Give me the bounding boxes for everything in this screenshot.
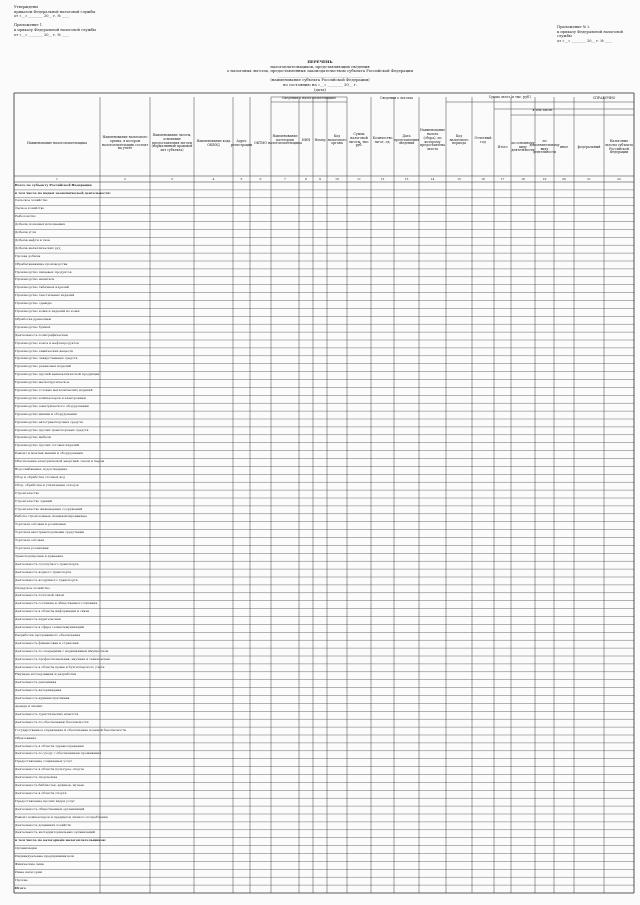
table-row-label: Деятельность в области права и бухгалтерского учета [15, 664, 105, 669]
column-header-label: ИНН [301, 137, 311, 142]
table-row-label: Итого [15, 885, 26, 890]
column-header-label: Адрес регистрации [230, 138, 253, 147]
table-row-label: Водоснабжение; водоотведение [15, 467, 68, 471]
table-row-label: Деятельность домашних хозяйств [15, 822, 71, 827]
table-row-label: Деятельность туристических агентств [15, 711, 79, 716]
column-header-label: Итого [497, 144, 508, 149]
table-row-label: Производство электрического оборудования [15, 403, 89, 408]
table-row-label: в том числе по видам экономической деятельности: [15, 190, 111, 195]
table-row-label: Торговля автотранспортными средствами [15, 530, 85, 535]
table-row-label: Сельское хозяйство [15, 198, 48, 203]
column-number: 6 [259, 177, 262, 181]
column-number: 5 [240, 177, 243, 181]
column-header [151, 113, 193, 174]
column-header [195, 113, 232, 174]
table-row-label: Деятельность по обеспечению безопасности [15, 719, 89, 724]
header-right-line: Приложение № 2 [557, 25, 590, 29]
title-line: по состоянию на «__» ________ 20__ г. [283, 81, 357, 87]
header-left-line: приказом Федеральной налоговой службы [14, 9, 96, 14]
table-row-label: Торговля оптовая и розничная [15, 522, 66, 527]
column-header [268, 107, 302, 174]
title-line: ПЕРЕЧЕНЬ [307, 59, 333, 64]
table-row-label: Деятельность административная [15, 696, 70, 701]
column-number: 8 [305, 177, 307, 181]
group-header: в том числе [532, 108, 553, 112]
column-number: 17 [500, 177, 505, 181]
header-right-block [557, 25, 637, 43]
table-row-label: Прочая добыча [15, 253, 41, 258]
header-left-line: Утверждены [14, 5, 38, 9]
table-row-label: Физические лица [15, 862, 44, 866]
column-number: 22 [617, 177, 621, 181]
data-table [14, 93, 634, 893]
table-row-label: Деятельность в области культуры, спорта [15, 767, 84, 772]
table-row-label: Обработка древесины [15, 316, 52, 321]
column-header-label: Дата представления сведений [393, 133, 420, 146]
column-header [101, 113, 149, 174]
column-number: 3 [171, 177, 173, 181]
header-left-line: от «__» ________ 20__ г. № ____ [14, 14, 70, 19]
table-row-label: Обеспечение электрической энергией, газом и паром [15, 459, 105, 464]
table-row-label: Производство прочей неметаллической продукции [15, 372, 100, 377]
table-row-label: Лесное хозяйство [15, 206, 45, 211]
column-header [314, 107, 326, 174]
column-header [15, 113, 99, 174]
table-row-label: Деятельность полиграфическая [15, 332, 68, 337]
column-number: 16 [481, 177, 485, 181]
column-header-label: Сумма налоговой льготы, тыс. руб. [348, 131, 370, 148]
table-row-label: Деятельность финансовая и страховая [15, 640, 79, 645]
column-header-label: Наименование льготы, основание предоставления льготы (нормативный правовой акт субъекта) [151, 132, 193, 153]
group-header: Сумма льгот (в тыс. руб.) [488, 95, 532, 99]
document-title [160, 60, 480, 92]
header-left-line: к приказу Федеральной налоговой службы [14, 27, 96, 32]
column-header [575, 121, 603, 174]
table-row-label: Производство металлургическое [15, 380, 70, 385]
table-row-label: Разработка программного обеспечения [15, 632, 81, 637]
column-header-label: Код налогового периода [449, 133, 469, 146]
table-row-label: Производство компьютеров и электроники [15, 395, 86, 400]
table-row-label: Складское хозяйство [15, 585, 50, 590]
table-row-label: Деятельность рекламная [15, 680, 57, 685]
column-header [328, 107, 346, 174]
table-row-label: Производство пищевых продуктов [15, 269, 72, 274]
column-header [420, 107, 445, 174]
column-header-label: Наименование категории налогоплательщика [268, 133, 302, 146]
header-left-line: от «__» ________ 20__ г. № ____ [14, 32, 70, 37]
table-row-label: Добыча полезных ископаемых [15, 222, 66, 227]
header-left-line: Приложение 1 [14, 23, 43, 28]
table-row-label: Деятельность общественных организаций [15, 806, 85, 811]
table-row-label: Производство прочих транспортных средств [15, 427, 89, 432]
table-row-label: Деятельность ветеринарная [15, 688, 62, 693]
column-header-label: иное [559, 144, 569, 149]
table-row-label: Производство лекарственных средств [15, 356, 78, 361]
column-header-label: Отчетный год [474, 135, 492, 144]
table-row-label: Торговля розничная [15, 546, 49, 550]
column-header-label: ОКТМО [253, 140, 268, 145]
table-row-label: Деятельность в сфере телекоммуникаций [15, 625, 84, 629]
table-row-label: Работы строительные специализированные [15, 514, 87, 519]
column-number: 4 [212, 177, 215, 181]
table-row-label: Сбор и обработка сточных вод [15, 474, 65, 479]
table-row-label: Производство готовых металлических изделий [15, 388, 93, 392]
table-row-label: Деятельность по операциям с недвижимым имуществом [15, 648, 109, 653]
column-header [300, 107, 312, 174]
column-header-label: Код налогового органа [327, 133, 347, 146]
title-line: _____________________________________________ [277, 72, 363, 78]
column-number: 2 [124, 177, 126, 181]
column-number: 13 [404, 177, 409, 181]
table-row-label: Государственное управление и обеспечение военной безопасности [15, 727, 127, 732]
column-header-label: Наименование налога (сбора), по которому предоставлена льгота [419, 127, 446, 152]
column-number: 19 [542, 177, 547, 181]
table-row-label: Добыча угля [15, 230, 36, 234]
table-row-label: Образование [15, 735, 37, 740]
column-number: 15 [457, 177, 461, 181]
table-row-label: Научные исследования и разработки [15, 672, 77, 677]
column-number: 14 [430, 177, 435, 181]
table-row-label: Строительство инженерных сооружений [15, 506, 83, 511]
table-row-label: Обрабатывающие производства [15, 261, 68, 266]
table-row-label: Производство бумаги [15, 324, 51, 329]
column-header [230, 113, 253, 174]
column-header [447, 107, 471, 174]
table-row-label: Производство автотранспортных средств [15, 419, 83, 424]
table-row-label: Добыча нефти и газа [15, 237, 50, 242]
table-row-label: Деятельность профессиональная, научная и техническая [15, 656, 110, 661]
column-number: 21 [587, 177, 591, 181]
column-number: 10 [335, 177, 339, 181]
header-right-line: от «__» ________ 20__ г. № ____ [557, 38, 613, 43]
title-line: о налоговых льготах, предоставленных законодательством субъекта Российской Федерации [226, 68, 414, 74]
title-line: налогоплательщиков, представляющих сведения [270, 63, 370, 69]
group-header: СПРАВОЧНО [592, 96, 616, 100]
table-row-label: Прочие [15, 877, 28, 882]
column-number: 7 [284, 177, 286, 181]
table-row-label: Предоставление прочих видов услуг [15, 798, 76, 803]
column-header-label: федеральный [577, 144, 601, 149]
table-row-label: Производство текстильных изделий [15, 293, 75, 298]
column-header [348, 107, 370, 174]
column-header [495, 121, 510, 174]
table-row-label: Строительство зданий [15, 498, 52, 503]
column-header-label: Номер [314, 137, 326, 142]
table-row-label: Торговля оптовая [15, 538, 45, 543]
table-row-label: Сбор, обработка и утилизация отходов [15, 482, 79, 487]
column-header-label: по основному виду деятельности [511, 140, 535, 153]
table-row-label: Деятельность экстерриториальных организаций [15, 830, 95, 835]
title-line: (дата) [314, 86, 326, 92]
group-header: Сведения о налогоплательщике [281, 96, 337, 100]
table-row-label: Всего по субъекту Российской Федерации [15, 182, 92, 187]
table-row-label: Транспортировка и хранение [15, 553, 64, 558]
table-row-label: Ремонт и монтаж машин и оборудования [15, 451, 83, 456]
table-row-label: Производство резиновых изделий [15, 364, 71, 369]
table-row-label: Строительство [15, 490, 40, 495]
table-row-label: Предоставление социальных услуг [15, 759, 73, 764]
header-right-line: к приказу Федеральной налоговой службы [557, 29, 623, 39]
table-row-label: Деятельность в области информации и связи [15, 609, 90, 614]
column-header [372, 107, 393, 174]
column-number: 1 [56, 177, 58, 181]
column-header [555, 121, 573, 174]
column-number: 12 [380, 177, 385, 181]
table-row-label: Ремонт компьютеров и предметов личного потребления [15, 814, 108, 819]
column-header-label: Наименование кода ОКВЭД [196, 138, 231, 147]
column-number: 11 [357, 177, 361, 181]
column-number: 18 [521, 177, 525, 181]
table-grid-lines [14, 93, 634, 893]
table-row-label: Рыболовство [15, 214, 36, 219]
table-row-label: Деятельность сухопутного транспорта [15, 561, 79, 566]
table-row-label: Деятельность почтовой связи [15, 593, 64, 598]
table-row-label: Деятельность воздушного транспорта [15, 577, 78, 582]
table-row-label: в том числе по категориям налогоплательщиков: [15, 838, 106, 843]
table-row-label: Деятельность гостиниц и общественного питания [15, 601, 98, 606]
column-header [473, 107, 493, 174]
table-row-label: Деятельность творческая [15, 775, 58, 780]
table-row-label: Деятельность издательская [15, 617, 61, 622]
table-row-label: Производство напитков [15, 277, 55, 282]
table-row-label: Деятельность по уходу с обеспечением проживания [15, 751, 102, 756]
header-left-block [14, 5, 214, 37]
table-row-label: Деятельность библиотек, архивов, музеев [15, 783, 84, 787]
table-row-label: Производство кокса и нефтепродуктов [15, 340, 79, 345]
column-header-label: Налоговые льготы субъекта Российской Федерации [605, 138, 633, 155]
table-row-label: Деятельность водного транспорта [15, 569, 72, 574]
column-header-label: по дополнительному виду деятельности [529, 138, 560, 155]
table-row-label: Производство прочих готовых изделий [15, 443, 80, 448]
table-row-label: Организации [15, 846, 37, 851]
table-row-label: Аренда и лизинг [15, 704, 43, 708]
column-header [605, 121, 633, 174]
column-header [529, 121, 560, 174]
table-row-label: Производство машин и оборудования [15, 411, 77, 416]
column-header [395, 107, 418, 174]
table-row-label: Иные категории [15, 869, 42, 874]
table-row-label: Производство одежды [15, 301, 52, 306]
table-row-label: Производство табачных изделий [15, 285, 69, 290]
table-row-label: Деятельность в области спорта [15, 790, 67, 795]
table-row-label: Деятельность в области здравоохранения [15, 743, 84, 748]
table-row-label: Производство мебели [15, 435, 51, 440]
table-row-label: Производство кожи и изделий из кожи [15, 309, 80, 313]
column-header-label: Количество льгот, ед. [372, 135, 393, 144]
group-header: Сведения о льготах [380, 96, 413, 100]
table-row-label: Добыча металлических руд [15, 245, 61, 250]
column-header-label: Наименование налогового органа, в котором налогоплательщик состоит на учете [101, 134, 149, 151]
title-line: (наименование субъекта Российской Федерации) [270, 77, 370, 83]
column-number: 9 [319, 177, 321, 181]
column-number: 20 [562, 177, 566, 181]
column-header-label: Наименование налогоплательщика [26, 140, 88, 145]
table-row-label: Индивидуальные предприниматели [15, 854, 74, 859]
table-row-label: Производство химических веществ [15, 348, 73, 353]
